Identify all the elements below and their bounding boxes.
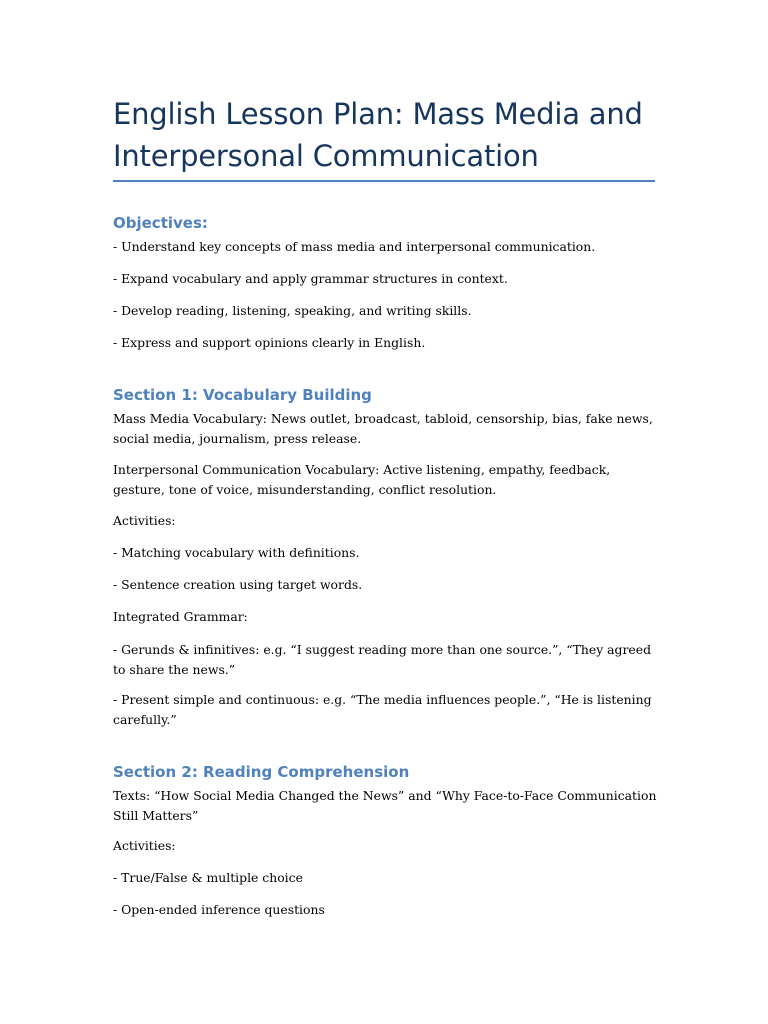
objective-item-1: - Understand key concepts of mass media and interpersonal communication.: [113, 239, 596, 254]
section1-activities-label: Activities:: [113, 513, 176, 528]
interpersonal-vocabulary: Interpersonal Communication Vocabulary: Active listening, empathy, feedback, gesture, tone of voice, misunderstanding, conflict resolution.: [113, 462, 611, 497]
objective-item-3: - Develop reading, listening, speaking, and writing skills.: [113, 303, 472, 318]
objective-item-2: - Expand vocabulary and apply grammar structures in context.: [113, 271, 508, 286]
section1-heading: Section 1: Vocabulary Building: [113, 386, 372, 404]
section2-activities-label: Activities:: [113, 838, 176, 853]
section1-activity-1: - Matching vocabulary with definitions.: [113, 545, 360, 560]
grammar-label: Integrated Grammar:: [113, 609, 248, 624]
objectives-heading: Objectives:: [113, 214, 208, 232]
section2-activity-2: - Open-ended inference questions: [113, 902, 325, 917]
grammar-item-1: - Gerunds & infinitives: e.g. “I suggest reading more than one source.”, “They agreed to share the news.”: [113, 642, 651, 677]
grammar-item-2: - Present simple and continuous: e.g. “The media influences people.”, “He is listening carefully.”: [113, 692, 652, 727]
objective-item-4: - Express and support opinions clearly in English.: [113, 335, 426, 350]
section2-heading: Section 2: Reading Comprehension: [113, 763, 410, 781]
mass-media-vocabulary: Mass Media Vocabulary: News outlet, broadcast, tabloid, censorship, bias, fake news, social media, journalism, press release.: [113, 411, 653, 446]
reading-texts: Texts: “How Social Media Changed the News” and “Why Face-to-Face Communication Still Matters”: [113, 788, 657, 823]
title-underline: [113, 180, 655, 182]
section1-activity-2: - Sentence creation using target words.: [113, 577, 363, 592]
document-title: English Lesson Plan: Mass Media and Interpersonal Communication: [113, 97, 643, 173]
section2-activity-1: - True/False & multiple choice: [113, 870, 303, 885]
